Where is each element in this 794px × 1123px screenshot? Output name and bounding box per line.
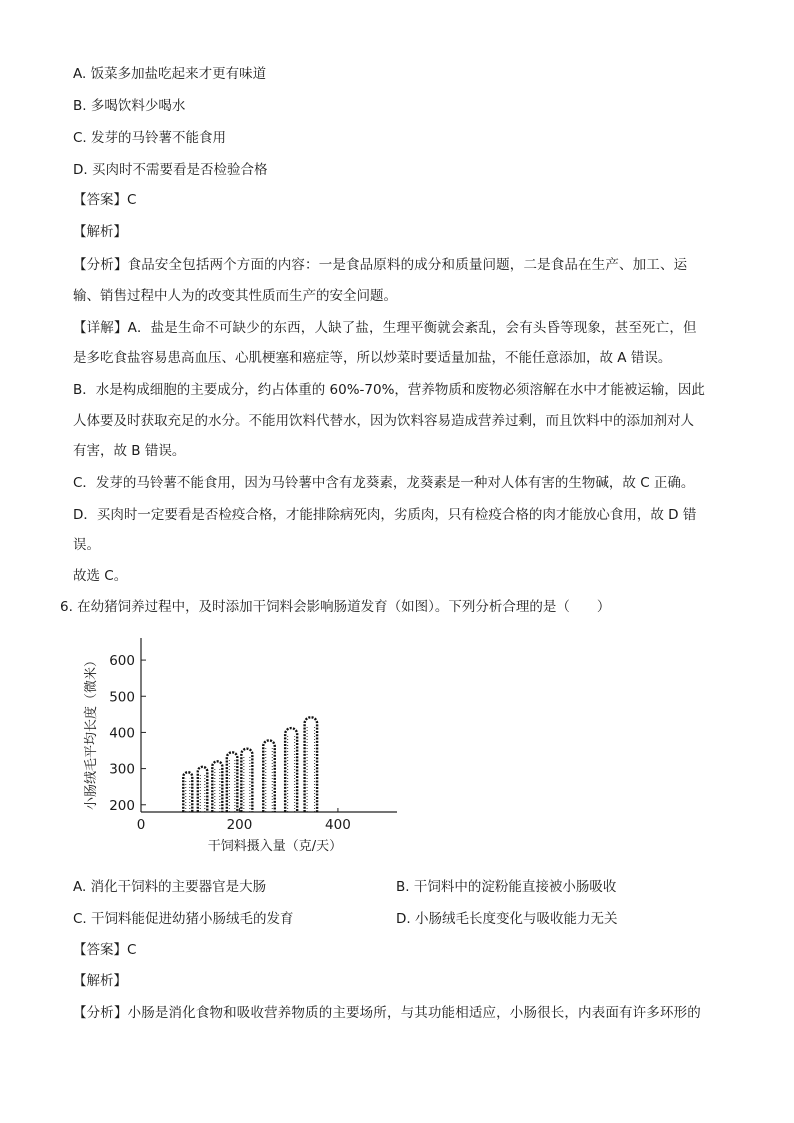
q6-option-a: A. 消化干饲料的主要器官是大肠	[73, 879, 267, 895]
fenxi-text: 食品安全包括两个方面的内容：一是食品原料的成分和质量问题，二是食品在生产、加工、运	[127, 257, 688, 273]
q6-fenxi-line1	[73, 1003, 723, 1023]
q6-option-c: C. 干饲料能促进幼猪小肠绒毛的发育	[73, 911, 294, 927]
answer-value: C	[127, 192, 137, 208]
y-axis-label: 小肠绒毛平均长度（微米）	[84, 653, 99, 811]
x-axis-label: 干饲料摄入量（克/天）	[207, 839, 343, 854]
answer-tag: 【答案】	[73, 192, 127, 208]
villus-bar	[212, 761, 222, 812]
x-tick-label: 400	[325, 817, 351, 833]
villus-bar-texture	[200, 774, 205, 812]
villus-bar-texture	[244, 756, 250, 812]
q5-b-line2: 人体要及时获取充足的水分。不能用饮料代替水，因为饮料容易造成营养过剩，而且饮料中的添加剂对人	[73, 413, 694, 429]
fenxi-tag: 【分析】	[73, 1005, 128, 1021]
y-tick-label: 600	[109, 653, 135, 670]
q6-option-b: B. 干饲料中的淀粉能直接被小肠吸收	[396, 879, 617, 895]
q5-option-d: D. 买肉时不需要看是否检验合格	[73, 162, 268, 178]
fenxi-tag: 【分析】	[73, 257, 128, 273]
q5-d-line2: 误。	[73, 537, 100, 553]
villus-bar-texture	[266, 748, 273, 812]
y-tick-label: 400	[109, 725, 135, 742]
q5-b-line3: 有害，故 B 错误。	[73, 443, 186, 459]
x-tick-label: 0	[136, 817, 146, 833]
villus-bar-texture	[288, 736, 295, 812]
q5-option-c: C. 发芽的马铃薯不能食用	[73, 130, 227, 146]
q6-analysis-tag: 【解析】	[73, 973, 127, 989]
villus-bar-texture	[307, 725, 315, 812]
q5-xiangjie-line2: 是多吃食盐容易患高血压、心肌梗塞和癌症等，所以炒菜时要适量加盐，不能任意添加，故 A 错误。	[73, 350, 672, 366]
villus-bar	[263, 740, 275, 812]
villus-bar	[183, 772, 192, 812]
answer-value: C	[127, 942, 137, 958]
y-tick-label: 300	[109, 761, 135, 778]
q5-b-line1: B．水是构成细胞的主要成分，约占体重的 60%-70%，营养物质和废物必须溶解在水中才能被运输，因此	[73, 382, 705, 398]
villus-bar-texture	[229, 760, 235, 812]
q5-fenxi-line1	[73, 255, 723, 275]
villus-bar-texture	[215, 768, 220, 812]
answer-tag: 【答案】	[73, 942, 127, 958]
q5-conclusion: 故选 C。	[73, 568, 128, 584]
villus-bar	[198, 767, 208, 812]
q5-option-a: A. 饭菜多加盐吃起来才更有味道	[73, 66, 267, 82]
q5-answer	[73, 190, 136, 210]
q5-xiangjie-line1	[73, 318, 723, 338]
q6-answer	[73, 940, 136, 960]
villi-chart	[75, 632, 435, 862]
villus-bar	[285, 728, 297, 812]
q6-stem: 6. 在幼猪饲养过程中，及时添加干饲料会影响肠道发育（如图）。下列分析合理的是（ ）	[60, 599, 611, 615]
xiangjie-tag: 【详解】	[73, 320, 128, 336]
q6-option-d: D. 小肠绒毛长度变化与吸收能力无关	[396, 911, 618, 927]
x-tick-label: 200	[226, 817, 253, 833]
y-tick-label: 200	[109, 797, 135, 814]
villus-bar-texture	[186, 779, 190, 812]
fenxi-text: 小肠是消化食物和吸收营养物质的主要场所，与其功能相适应，小肠很长，内表面有许多环形的	[127, 1005, 701, 1021]
villus-bar	[241, 749, 252, 812]
q5-fenxi-line2: 输、销售过程中人为的改变其性质而生产的安全问题。	[73, 288, 397, 304]
villus-bar	[227, 752, 238, 812]
villus-bar	[305, 717, 318, 812]
xiangjie-text: A．盐是生命不可缺少的东西，人缺了盐，生理平衡就会紊乱，会有头昏等现象，甚至死亡，但	[127, 320, 697, 336]
q5-analysis-tag: 【解析】	[73, 224, 127, 240]
q5-option-b: B. 多喝饮料少喝水	[73, 98, 186, 114]
y-tick-label: 500	[109, 689, 135, 706]
q5-d-line1: D．买肉时一定要看是否检疫合格，才能排除病死肉，劣质肉，只有检疫合格的肉才能放心食用，故 D 错	[73, 507, 697, 523]
q5-c-line: C．发芽的马铃薯不能食用，因为马铃薯中含有龙葵素，龙葵素是一种对人体有害的生物碱，故 C 正确。	[73, 475, 695, 491]
